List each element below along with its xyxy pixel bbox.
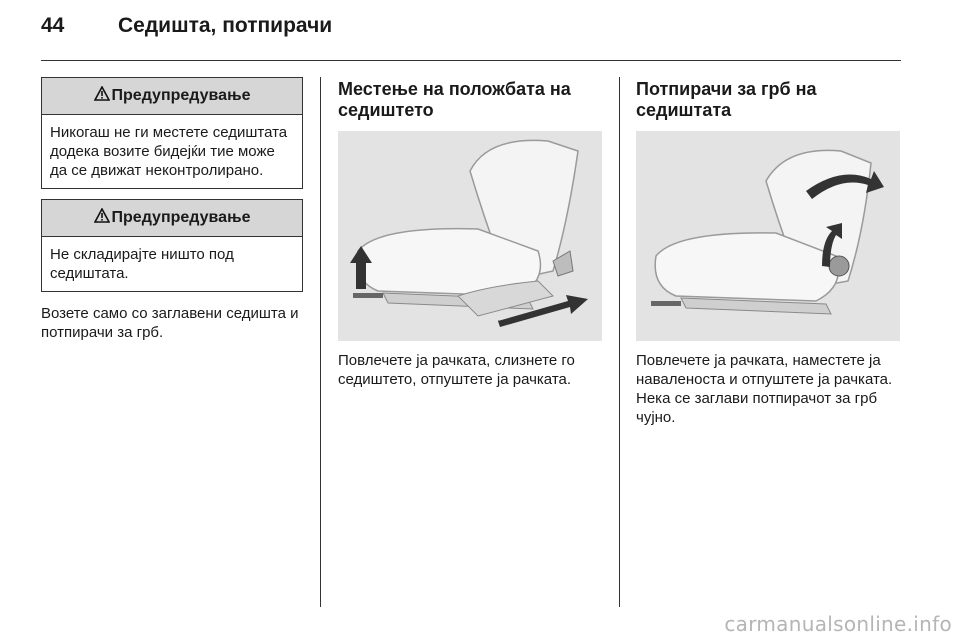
figure-caption: Повлечете ја рачката, слизнете го седиштето, отпуштете ја рачката. — [338, 352, 575, 388]
warning-label: Предупредување — [111, 87, 251, 104]
page-number: 44 — [41, 14, 65, 37]
column-divider — [320, 77, 321, 607]
page-title: Седишта, потпирачи — [118, 14, 333, 37]
warning-triangle-icon — [94, 208, 110, 228]
watermark: carmanualsonline.info — [724, 612, 952, 636]
warning-box — [41, 77, 303, 189]
column-divider — [619, 77, 620, 607]
seatback-recline-illustration — [636, 131, 900, 341]
column-2 — [338, 77, 603, 389]
header-rule — [41, 60, 901, 61]
warning-box — [41, 199, 303, 292]
warning-header — [42, 200, 302, 237]
warning-text: Никогаш не ги местете седиштата додека возите бидејќи тие може да се движат неконтролирано. — [50, 124, 288, 179]
body-paragraph: Возете само со заглавени седишта и потпирачи за грб. — [41, 305, 299, 341]
figure-caption: Повлечете ја рачката, наместете ја наваленоста и отпуштете ја рачката. Нека се заглави потпирачот за грб чујно. — [636, 352, 893, 426]
warning-header — [42, 78, 302, 115]
warning-triangle-icon — [94, 86, 110, 106]
seat-slide-illustration — [338, 131, 602, 341]
warning-text: Не складирајте ништо под седиштата. — [50, 246, 234, 282]
section-title: Потпирачи за грб на седиштата — [636, 79, 817, 120]
column-3 — [636, 77, 900, 427]
warning-label: Предупредување — [111, 209, 251, 226]
section-title: Местење на положбата на седиштето — [338, 79, 571, 120]
column-1 — [41, 77, 303, 342]
